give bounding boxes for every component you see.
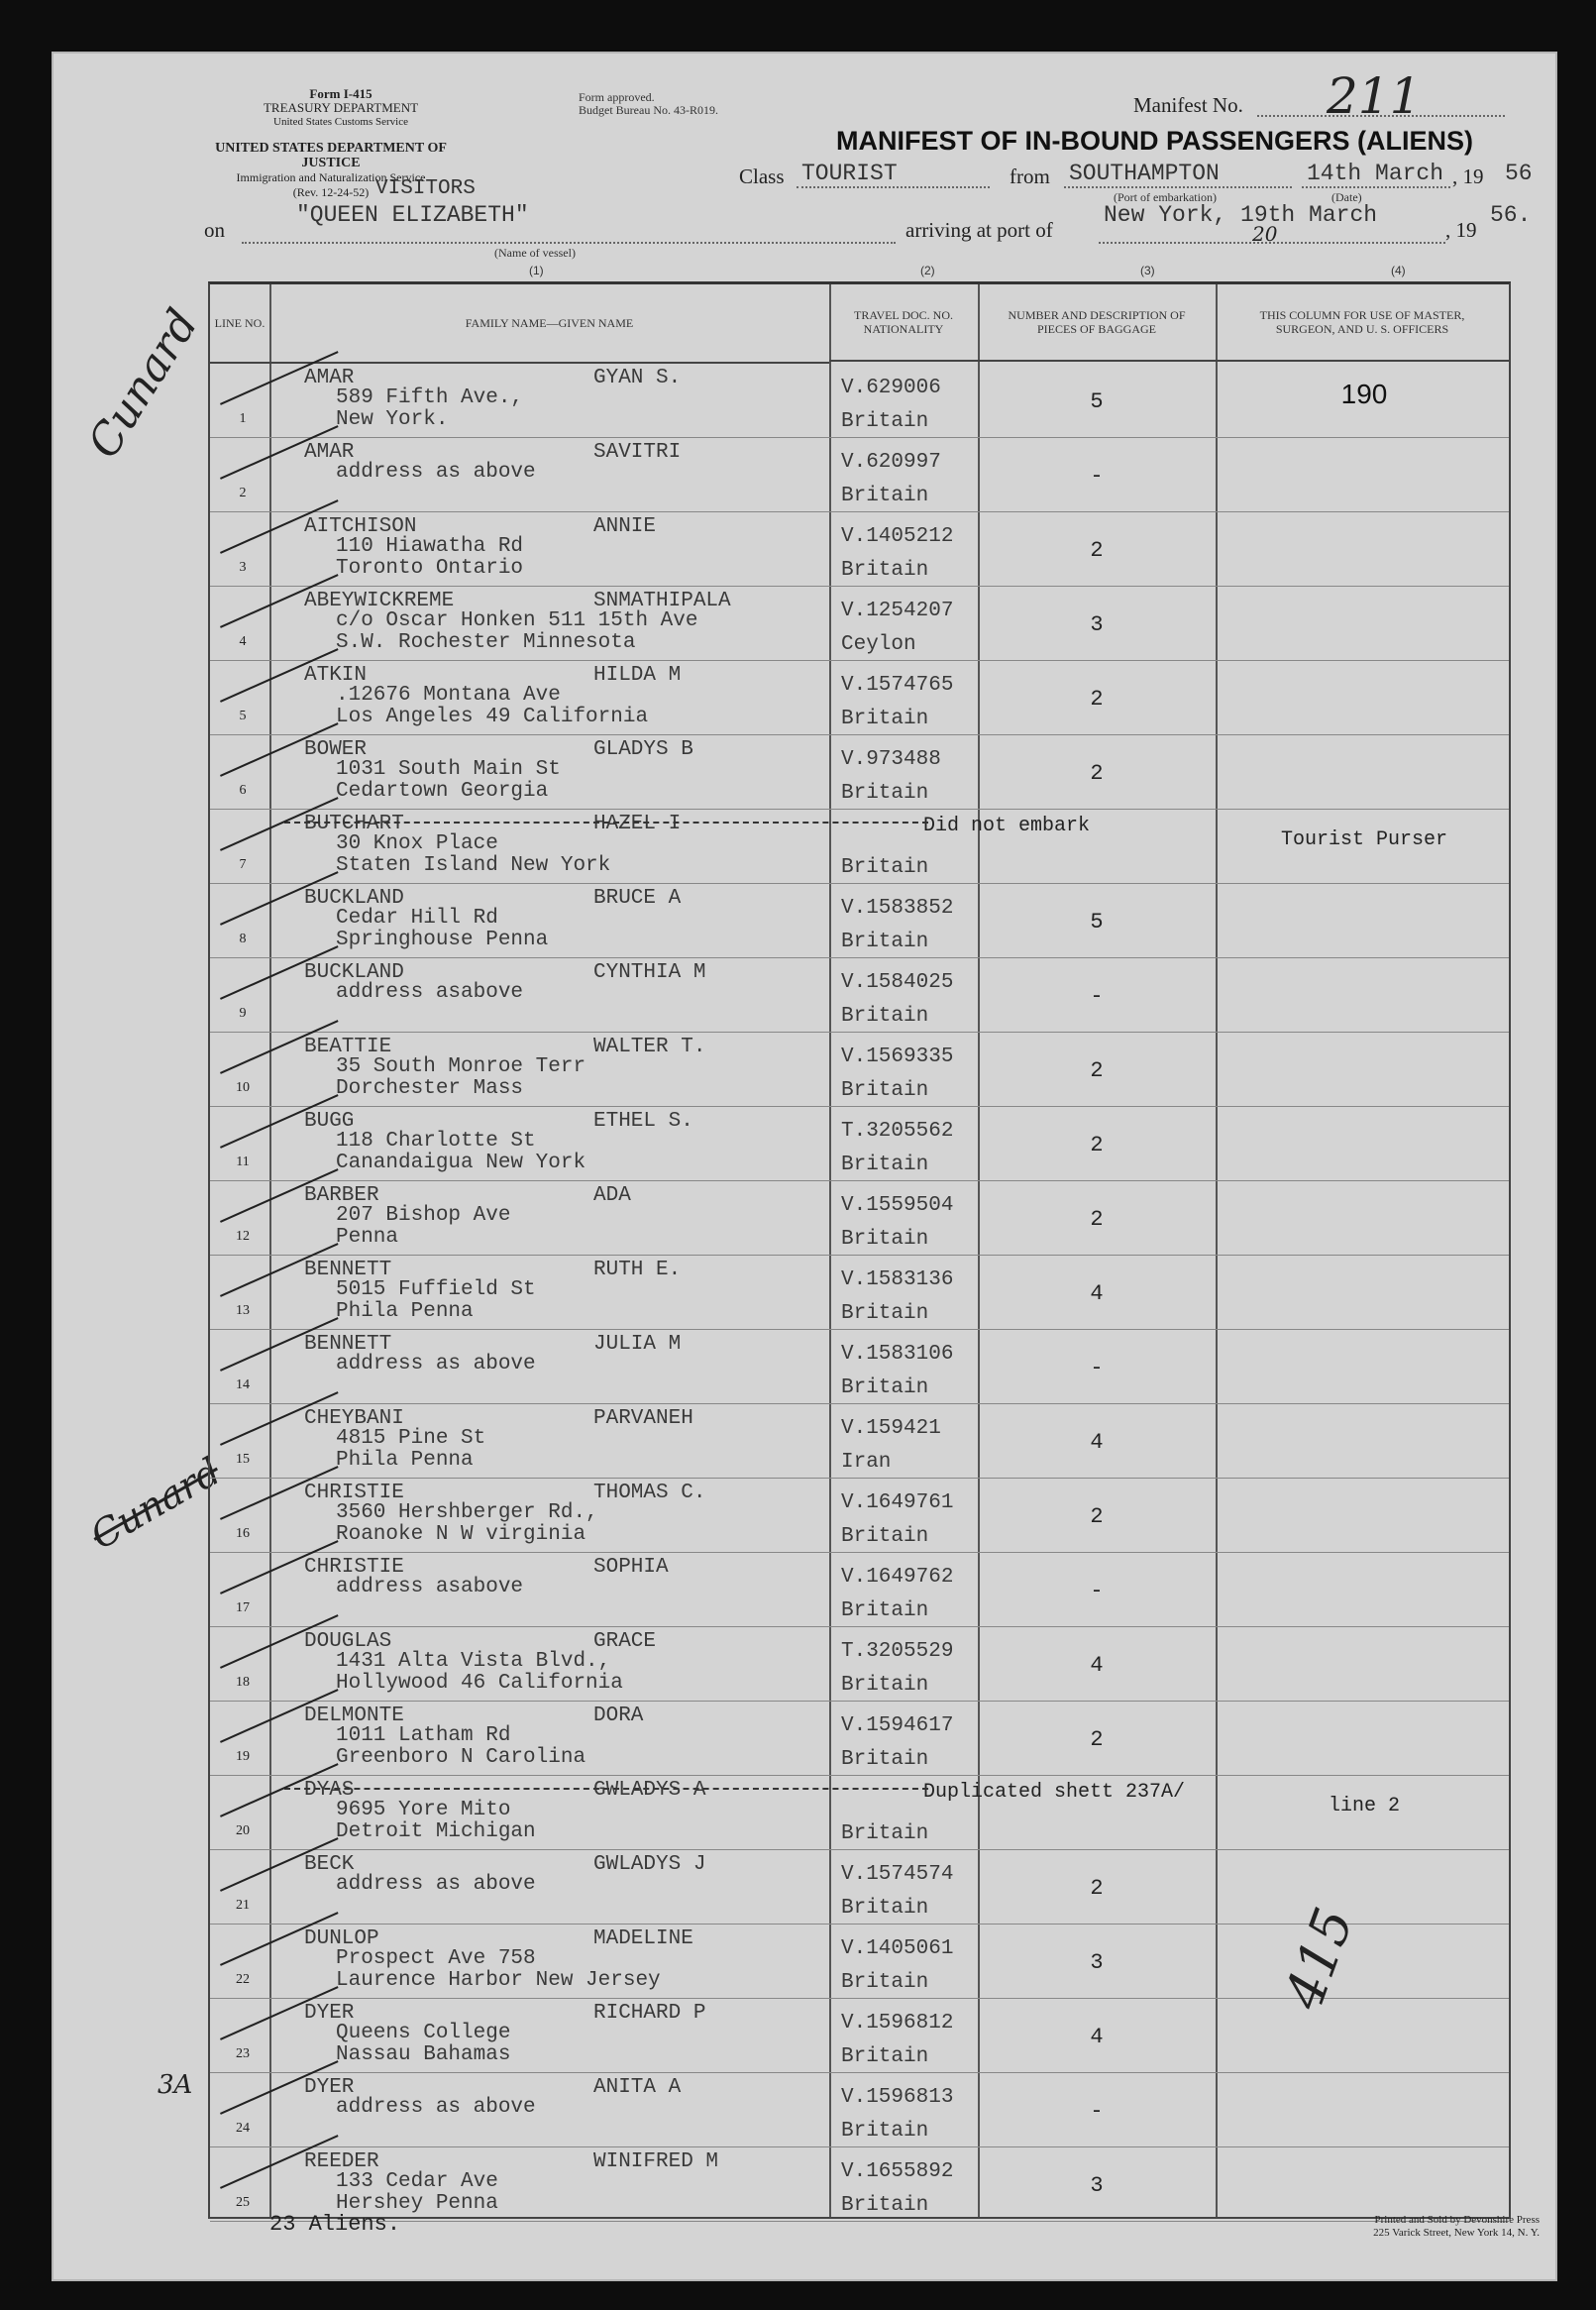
table-row	[210, 1553, 1509, 1627]
nationality: Britain	[841, 1525, 929, 1548]
given-name: RUTH E.	[593, 1259, 682, 1281]
travel-doc-number: V.1569335	[841, 1045, 954, 1068]
line-number: 21	[236, 1898, 250, 1913]
family-name: AMAR	[304, 441, 355, 464]
year1-prefix: , 19	[1452, 165, 1484, 188]
given-name: GLADYS B	[593, 738, 693, 761]
family-name: ABEYWICKREME	[304, 590, 455, 612]
address-line-2: Roanoke N W virginia	[336, 1523, 586, 1546]
line-number: 12	[236, 1229, 250, 1244]
travel-doc-number: V.1559504	[841, 1194, 954, 1217]
year2-prefix: , 19	[1445, 218, 1477, 242]
travel-doc-number: V.1649762	[841, 1566, 954, 1589]
address-line-1: 589 Fifth Ave.,	[336, 386, 524, 409]
table-row	[210, 1107, 1509, 1181]
family-name: ATKIN	[304, 664, 368, 687]
form-number: Form I-415	[309, 86, 372, 101]
family-name: DYAS	[304, 1779, 355, 1802]
baggage-count: 2	[1090, 1133, 1104, 1157]
travel-doc-number: V.1649761	[841, 1491, 954, 1514]
nationality: Britain	[841, 1376, 929, 1399]
family-name: DYER	[304, 2076, 355, 2099]
cunard-struck-note: Cunard	[83, 1449, 228, 1559]
line-number: 2	[239, 486, 247, 500]
year2: 56.	[1490, 202, 1532, 228]
address-line-1: 1031 South Main St	[336, 758, 561, 781]
given-name: GWLADYS J	[593, 1853, 706, 1876]
side-mark-note: 3A	[158, 2070, 193, 2100]
table-row	[210, 1776, 1509, 1850]
table-row	[210, 884, 1509, 958]
given-name: HAZEL I	[593, 813, 682, 835]
baggage-count: 2	[1090, 1058, 1104, 1083]
table-row	[210, 1627, 1509, 1702]
baggage-count: 4	[1090, 1653, 1104, 1678]
table-row	[210, 364, 1509, 438]
class-label: Class	[739, 165, 785, 188]
col-header-travel-doc: TRAVEL DOC. NO. NATIONALITY	[829, 284, 978, 362]
travel-doc-number: V.159421	[841, 1417, 941, 1440]
family-name: REEDER	[304, 2150, 379, 2173]
officer-handwritten-note: 415	[1272, 1900, 1366, 2018]
col-header-line-no: LINE NO.	[210, 284, 269, 364]
col-number-4: (4)	[1391, 264, 1406, 277]
baggage-count: 2	[1090, 1504, 1104, 1529]
travel-doc-number: V.1574574	[841, 1863, 954, 1886]
given-name: WALTER T.	[593, 1036, 706, 1058]
col-number-2: (2)	[920, 264, 935, 277]
address-line-2: S.W. Rochester Minnesota	[336, 631, 636, 654]
address-line-1: 133 Cedar Ave	[336, 2170, 498, 2193]
travel-doc-number: T.3205529	[841, 1640, 954, 1663]
given-name: GRACE	[593, 1630, 657, 1653]
line-number: 17	[236, 1600, 250, 1615]
officer-note: line 2	[1328, 1795, 1400, 1817]
line-number: 9	[239, 1006, 247, 1021]
col-header-name: FAMILY NAME—GIVEN NAME	[269, 284, 829, 364]
address-line-1: 1011 Latham Rd	[336, 1724, 511, 1747]
nationality: Britain	[841, 2194, 929, 2217]
line-number: 14	[236, 1377, 250, 1392]
table-row	[210, 1702, 1509, 1776]
nationality: Britain	[841, 782, 929, 805]
nationality: Britain	[841, 1228, 929, 1251]
treasury-dept: TREASURY DEPARTMENT	[263, 100, 419, 115]
nationality: Britain	[841, 931, 929, 953]
family-name: AMAR	[304, 367, 355, 389]
line-number: 19	[236, 1749, 250, 1764]
address-line-1: .12676 Montana Ave	[336, 684, 561, 707]
arriving-value: New York, 19th March	[1104, 202, 1378, 228]
family-name: DOUGLAS	[304, 1630, 392, 1653]
vessel-name: "QUEEN ELIZABETH"	[296, 202, 529, 228]
travel-doc-number: V.1254207	[841, 600, 954, 622]
manifest-number: 211	[1327, 67, 1422, 125]
line-number: 22	[236, 1972, 250, 1987]
given-name: DORA	[593, 1705, 644, 1727]
baggage-count: -	[1090, 984, 1104, 1009]
address-line-1: address as above	[336, 1873, 536, 1896]
nationality: Britain	[841, 1897, 929, 1920]
arriving-correction: 20	[1252, 222, 1278, 246]
address-line-1: address as above	[336, 461, 536, 484]
date-line	[1302, 186, 1450, 188]
page-title: MANIFEST OF IN-BOUND PASSENGERS (ALIENS)	[836, 126, 1474, 156]
family-name: BUCKLAND	[304, 961, 404, 984]
given-name: ETHEL S.	[593, 1110, 693, 1133]
baggage-count: 4	[1090, 2025, 1104, 2049]
address-line-2: Los Angeles 49 California	[336, 706, 649, 728]
line-number: 24	[236, 2121, 250, 2136]
travel-doc-number: V.1574765	[841, 674, 954, 697]
baggage-count: 5	[1090, 389, 1104, 414]
address-line-2: Phila Penna	[336, 1300, 474, 1323]
line-number: 13	[236, 1303, 250, 1318]
table-row	[210, 1330, 1509, 1404]
given-name: GYAN S.	[593, 367, 682, 389]
printer-line-2: 225 Varick Street, New York 14, N. Y.	[1373, 2227, 1540, 2239]
travel-doc-number: V.629006	[841, 377, 941, 399]
budget-info	[579, 91, 718, 117]
manifest-no-label: Manifest No.	[1133, 93, 1243, 117]
given-name: JULIA M	[593, 1333, 682, 1356]
table-row	[210, 2073, 1509, 2147]
table-row	[210, 512, 1509, 587]
given-name: SOPHIA	[593, 1556, 669, 1579]
table-row	[210, 810, 1509, 884]
family-name: CHRISTIE	[304, 1482, 404, 1504]
family-name: BUCKLAND	[304, 887, 404, 910]
address-line-1: address as above	[336, 2096, 536, 2119]
nationality: Ceylon	[841, 633, 916, 656]
address-line-1: 4815 Pine St	[336, 1427, 486, 1450]
family-name: AITCHISON	[304, 515, 417, 538]
address-line-1: 9695 Yore Mito	[336, 1799, 511, 1821]
travel-doc-number: V.1594617	[841, 1714, 954, 1737]
address-line-1: Cedar Hill Rd	[336, 907, 498, 930]
revision: (Rev. 12-24-52)	[292, 185, 370, 199]
table-row	[210, 1479, 1509, 1553]
vessel-caption: (Name of vessel)	[494, 246, 576, 260]
ins-title: Immigration and Naturalization Service	[236, 170, 426, 184]
visitors-stamp: VISITORS	[375, 177, 476, 200]
given-name: RICHARD P	[593, 2002, 706, 2025]
address-line-2: Staten Island New York	[336, 854, 611, 877]
travel-doc-number: V.1583852	[841, 897, 954, 920]
line-number: 16	[236, 1526, 250, 1541]
nationality: Iran	[841, 1451, 892, 1474]
address-line-1: 110 Hiawatha Rd	[336, 535, 524, 558]
line-number: 18	[236, 1675, 250, 1690]
line-number: 1	[239, 411, 247, 426]
nationality: Britain	[841, 1748, 929, 1771]
given-name: PARVANEH	[593, 1407, 693, 1430]
manifest-sheet	[52, 52, 1557, 2281]
nationality: Britain	[841, 410, 929, 433]
table-row	[210, 2147, 1509, 2222]
family-name: BENNETT	[304, 1259, 392, 1281]
arriving-label: arriving at port of	[905, 218, 1053, 242]
address-line-1: 207 Bishop Ave	[336, 1204, 511, 1227]
line-number: 11	[236, 1155, 250, 1169]
table-row	[210, 958, 1509, 1033]
baggage-count: -	[1090, 464, 1104, 489]
family-name: BENNETT	[304, 1333, 392, 1356]
address-line-1: address as above	[336, 1353, 536, 1375]
baggage-count: 3	[1090, 2173, 1104, 2198]
baggage-count: -	[1090, 1579, 1104, 1603]
baggage-count: 2	[1090, 1727, 1104, 1752]
given-name: ANITA A	[593, 2076, 682, 2099]
nationality: Britain	[841, 559, 929, 582]
strike-line	[284, 822, 928, 824]
line-number: 25	[236, 2195, 250, 2210]
nationality: Britain	[841, 2120, 929, 2143]
address-line-2: Canandaigua New York	[336, 1152, 586, 1174]
address-line-2: Springhouse Penna	[336, 929, 549, 951]
nationality: Britain	[841, 1599, 929, 1622]
given-name: ANNIE	[593, 515, 657, 538]
family-name: DUNLOP	[304, 1927, 379, 1950]
form-approved: Form approved.	[579, 90, 655, 104]
nationality: Britain	[841, 1971, 929, 1994]
line-number: 3	[239, 560, 247, 575]
nationality: Britain	[841, 1154, 929, 1176]
nationality: Britain	[841, 708, 929, 730]
travel-doc-number: V.1596812	[841, 2012, 954, 2035]
travel-doc-number: T.3205562	[841, 1120, 954, 1143]
baggage-count: Did not embark	[923, 815, 1091, 837]
on-label: on	[204, 218, 225, 242]
nationality: Britain	[841, 1674, 929, 1697]
travel-doc-number: V.1583136	[841, 1268, 954, 1291]
given-name: THOMAS C.	[593, 1482, 706, 1504]
family-name: DYER	[304, 2002, 355, 2025]
table-row	[210, 587, 1509, 661]
address-line-2: Dorchester Mass	[336, 1077, 524, 1100]
from-line	[1064, 186, 1292, 188]
family-name: CHRISTIE	[304, 1556, 404, 1579]
given-name: GWLADYS A	[593, 1779, 706, 1802]
printer-info	[1203, 2214, 1540, 2240]
table-row	[210, 1033, 1509, 1107]
class-line	[797, 186, 990, 188]
given-name: SNMATHIPALA	[593, 590, 731, 612]
nationality: Britain	[841, 485, 929, 507]
given-name: BRUCE A	[593, 887, 682, 910]
line-number: 7	[239, 857, 247, 872]
line-number: 23	[236, 2046, 250, 2061]
printer-line-1: Printed and Sold by Devonshire Press	[1374, 2214, 1540, 2226]
col-header-baggage: NUMBER AND DESCRIPTION OF PIECES OF BAGGAGE	[978, 284, 1216, 362]
family-name: BUTCHART	[304, 813, 404, 835]
travel-doc-number: V.1583106	[841, 1343, 954, 1366]
address-line-2: Penna	[336, 1226, 399, 1249]
family-name: DELMONTE	[304, 1705, 404, 1727]
table-row	[210, 1404, 1509, 1479]
col-header-officers: THIS COLUMN FOR USE OF MASTER, SURGEON, AND U. S. OFFICERS	[1216, 284, 1509, 362]
baggage-count: 2	[1090, 1207, 1104, 1232]
travel-doc-number: V.973488	[841, 748, 941, 771]
address-line-1: 3560 Hershberger Rd.,	[336, 1501, 598, 1524]
address-line-2: New York.	[336, 408, 449, 431]
given-name: MADELINE	[593, 1927, 693, 1950]
baggage-count: -	[1090, 2099, 1104, 2124]
family-name: BEATTIE	[304, 1036, 392, 1058]
table-row	[210, 661, 1509, 735]
baggage-count: 2	[1090, 761, 1104, 786]
travel-doc-number: V.1584025	[841, 971, 954, 994]
address-line-1: 30 Knox Place	[336, 832, 498, 855]
address-line-1: 1431 Alta Vista Blvd.,	[336, 1650, 611, 1673]
line-number: 6	[239, 783, 247, 798]
address-line-1: c/o Oscar Honken 511 15th Ave	[336, 609, 698, 632]
nationality: Britain	[841, 1079, 929, 1102]
class-value: TOURIST	[801, 161, 898, 186]
line-number: 10	[236, 1080, 250, 1095]
travel-doc-number: V.620997	[841, 451, 941, 474]
address-line-1: 118 Charlotte St	[336, 1130, 536, 1153]
travel-doc-number: V.1405061	[841, 1937, 954, 1960]
family-name: CHEYBANI	[304, 1407, 404, 1430]
address-line-1: address asabove	[336, 1576, 524, 1598]
travel-doc-number: V.1655892	[841, 2160, 954, 2183]
doj-title: UNITED STATES DEPARTMENT OF JUSTICE	[215, 141, 447, 170]
table-row	[210, 438, 1509, 512]
address-line-1: Queens College	[336, 2022, 511, 2044]
address-line-2: Cedartown Georgia	[336, 780, 549, 803]
baggage-count: 4	[1090, 1281, 1104, 1306]
line-number: 15	[236, 1452, 250, 1467]
vessel-line	[242, 242, 896, 244]
address-line-2: Hollywood 46 California	[336, 1672, 623, 1695]
given-name: WINIFRED M	[593, 2150, 719, 2173]
col-number-1: (1)	[529, 264, 544, 277]
address-line-1: Prospect Ave 758	[336, 1947, 536, 1970]
cunard-margin-note: Cunard	[78, 300, 209, 468]
aliens-count: 23 Aliens.	[269, 2212, 401, 2237]
baggage-count: 4	[1090, 1430, 1104, 1455]
address-line-2: Greenboro N Carolina	[336, 1746, 586, 1769]
travel-doc-number: V.1596813	[841, 2086, 954, 2109]
family-name: BARBER	[304, 1184, 379, 1207]
officer-note: Tourist Purser	[1280, 828, 1448, 851]
year1: 56	[1505, 161, 1533, 186]
line-number: 8	[239, 932, 247, 946]
baggage-count: -	[1090, 1356, 1104, 1380]
address-line-2: Detroit Michigan	[336, 1820, 536, 1843]
date-caption: (Date)	[1331, 190, 1362, 204]
port-embark-caption: (Port of embarkation)	[1114, 190, 1217, 204]
baggage-count: 5	[1090, 910, 1104, 935]
family-name: BUGG	[304, 1110, 355, 1133]
address-line-2: Nassau Bahamas	[336, 2043, 511, 2066]
col-number-3: (3)	[1140, 264, 1155, 277]
address-line-1: 5015 Fuffield St	[336, 1278, 536, 1301]
baggage-count: 3	[1090, 612, 1104, 637]
baggage-count: Duplicated shett 237A/	[923, 1781, 1186, 1804]
table-row	[210, 1256, 1509, 1330]
line-number: 20	[236, 1823, 250, 1838]
nationality: Britain	[841, 1005, 929, 1028]
given-name: ADA	[593, 1184, 631, 1207]
nationality: Britain	[841, 856, 929, 879]
address-line-2: Toronto Ontario	[336, 557, 524, 580]
family-name: BECK	[304, 1853, 355, 1876]
form-info	[242, 87, 440, 129]
customs-service: United States Customs Service	[273, 116, 408, 128]
address-line-2: Hershey Penna	[336, 2192, 498, 2215]
table-row	[210, 1181, 1509, 1256]
from-label: from	[1010, 165, 1050, 188]
from-value: SOUTHAMPTON	[1069, 161, 1220, 186]
address-line-2: Phila Penna	[336, 1449, 474, 1472]
baggage-count: 2	[1090, 1876, 1104, 1901]
address-line-1: address asabove	[336, 981, 524, 1004]
travel-doc-number: V.1405212	[841, 525, 954, 548]
baggage-count: 2	[1090, 687, 1104, 712]
line-number: 4	[239, 634, 247, 649]
line-number: 5	[239, 709, 247, 723]
table-row	[210, 735, 1509, 810]
baggage-count: 3	[1090, 1950, 1104, 1975]
strike-line	[284, 1788, 928, 1790]
given-name: HILDA M	[593, 664, 682, 687]
nationality: Britain	[841, 1822, 929, 1845]
baggage-count: 2	[1090, 538, 1104, 563]
budget-bureau: Budget Bureau No. 43-R019.	[579, 103, 718, 117]
address-line-2: Laurence Harbor New Jersey	[336, 1969, 661, 1992]
date-value: 14th March	[1307, 161, 1444, 186]
address-line-1: 35 South Monroe Terr	[336, 1055, 586, 1078]
officer-note: 190	[1340, 379, 1388, 409]
nationality: Britain	[841, 2045, 929, 2068]
family-name: BOWER	[304, 738, 368, 761]
given-name: CYNTHIA M	[593, 961, 706, 984]
given-name: SAVITRI	[593, 441, 682, 464]
nationality: Britain	[841, 1302, 929, 1325]
